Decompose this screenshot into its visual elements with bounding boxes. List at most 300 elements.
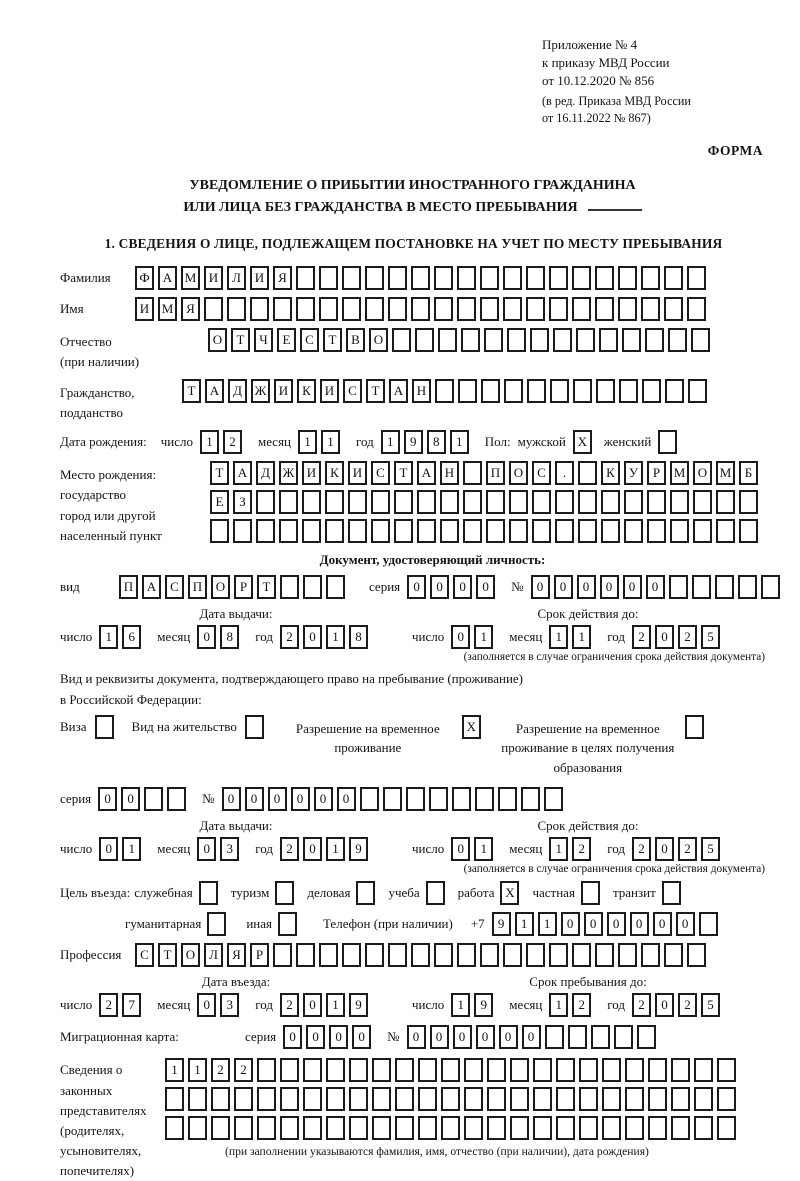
char-cell[interactable]: 2: [99, 993, 118, 1017]
char-cell[interactable]: [210, 519, 229, 543]
char-cell[interactable]: [211, 1087, 230, 1111]
char-cell[interactable]: [395, 1087, 414, 1111]
char-cell[interactable]: [388, 266, 407, 290]
char-cell[interactable]: [624, 490, 643, 514]
char-cell[interactable]: [526, 943, 545, 967]
char-cell[interactable]: 0: [453, 1025, 472, 1049]
char-cell[interactable]: [280, 575, 299, 599]
char-cell[interactable]: 0: [623, 575, 642, 599]
char-cell[interactable]: [349, 1087, 368, 1111]
char-cell[interactable]: [486, 519, 505, 543]
char-cell[interactable]: И: [204, 266, 223, 290]
char-cell[interactable]: [717, 1116, 736, 1140]
char-cell[interactable]: [457, 266, 476, 290]
char-cell[interactable]: 1: [474, 625, 493, 649]
char-cell[interactable]: [296, 266, 315, 290]
char-cell[interactable]: [521, 787, 540, 811]
char-cell[interactable]: [365, 943, 384, 967]
char-cell[interactable]: [641, 297, 660, 321]
char-cell[interactable]: [319, 266, 338, 290]
char-cell[interactable]: [371, 519, 390, 543]
char-cell[interactable]: [533, 1087, 552, 1111]
char-cell[interactable]: 2: [280, 625, 299, 649]
char-cell[interactable]: [434, 943, 453, 967]
char-cell[interactable]: [165, 1116, 184, 1140]
char-cell[interactable]: О: [211, 575, 230, 599]
char-cell[interactable]: [761, 575, 780, 599]
char-cell[interactable]: [549, 943, 568, 967]
char-cell[interactable]: 2: [280, 837, 299, 861]
char-cell[interactable]: [509, 519, 528, 543]
char-cell[interactable]: [671, 1116, 690, 1140]
char-cell[interactable]: 1: [538, 912, 557, 936]
char-cell[interactable]: 0: [655, 625, 674, 649]
char-cell[interactable]: [394, 519, 413, 543]
char-cell[interactable]: [418, 1116, 437, 1140]
char-cell[interactable]: [664, 266, 683, 290]
char-cell[interactable]: [372, 1087, 391, 1111]
char-cell[interactable]: З: [233, 490, 252, 514]
char-cell[interactable]: 0: [655, 993, 674, 1017]
char-cell[interactable]: [671, 1087, 690, 1111]
char-cell[interactable]: [602, 1116, 621, 1140]
char-cell[interactable]: [372, 1058, 391, 1082]
char-cell[interactable]: [573, 379, 592, 403]
char-cell[interactable]: [273, 943, 292, 967]
char-cell[interactable]: Т: [231, 328, 250, 352]
char-cell[interactable]: 0: [99, 837, 118, 861]
char-cell[interactable]: [486, 490, 505, 514]
char-cell[interactable]: [250, 297, 269, 321]
char-cell[interactable]: Ф: [135, 266, 154, 290]
char-cell[interactable]: Д: [256, 461, 275, 485]
char-cell[interactable]: 0: [430, 1025, 449, 1049]
char-cell[interactable]: [692, 575, 711, 599]
tourism-checkbox[interactable]: [275, 881, 294, 905]
char-cell[interactable]: В: [346, 328, 365, 352]
char-cell[interactable]: [365, 297, 384, 321]
char-cell[interactable]: [417, 519, 436, 543]
char-cell[interactable]: Л: [227, 266, 246, 290]
char-cell[interactable]: [625, 1116, 644, 1140]
char-cell[interactable]: 7: [122, 993, 141, 1017]
char-cell[interactable]: [481, 379, 500, 403]
char-cell[interactable]: [438, 328, 457, 352]
char-cell[interactable]: [325, 519, 344, 543]
char-cell[interactable]: [463, 519, 482, 543]
char-cell[interactable]: А: [389, 379, 408, 403]
char-cell[interactable]: [618, 266, 637, 290]
char-cell[interactable]: 6: [122, 625, 141, 649]
char-cell[interactable]: [694, 1058, 713, 1082]
char-cell[interactable]: [457, 943, 476, 967]
char-cell[interactable]: [349, 1116, 368, 1140]
residence-permit-checkbox[interactable]: [245, 715, 264, 739]
char-cell[interactable]: 0: [329, 1025, 348, 1049]
char-cell[interactable]: Р: [234, 575, 253, 599]
char-cell[interactable]: О: [208, 328, 227, 352]
char-cell[interactable]: 1: [326, 837, 345, 861]
char-cell[interactable]: Н: [440, 461, 459, 485]
char-cell[interactable]: 0: [303, 625, 322, 649]
char-cell[interactable]: 0: [430, 575, 449, 599]
char-cell[interactable]: [568, 1025, 587, 1049]
char-cell[interactable]: 2: [632, 837, 651, 861]
char-cell[interactable]: [188, 1087, 207, 1111]
char-cell[interactable]: [716, 490, 735, 514]
char-cell[interactable]: П: [486, 461, 505, 485]
char-cell[interactable]: [503, 266, 522, 290]
char-cell[interactable]: [739, 519, 758, 543]
char-cell[interactable]: 0: [561, 912, 580, 936]
char-cell[interactable]: [480, 943, 499, 967]
char-cell[interactable]: К: [325, 461, 344, 485]
char-cell[interactable]: [372, 1116, 391, 1140]
char-cell[interactable]: [688, 379, 707, 403]
char-cell[interactable]: [257, 1058, 276, 1082]
char-cell[interactable]: [670, 519, 689, 543]
char-cell[interactable]: 1: [165, 1058, 184, 1082]
char-cell[interactable]: 0: [531, 575, 550, 599]
char-cell[interactable]: [227, 297, 246, 321]
char-cell[interactable]: 9: [492, 912, 511, 936]
char-cell[interactable]: [664, 297, 683, 321]
char-cell[interactable]: 8: [220, 625, 239, 649]
char-cell[interactable]: 0: [98, 787, 117, 811]
char-cell[interactable]: П: [188, 575, 207, 599]
char-cell[interactable]: 0: [655, 837, 674, 861]
char-cell[interactable]: [694, 1087, 713, 1111]
char-cell[interactable]: [319, 297, 338, 321]
char-cell[interactable]: [602, 1087, 621, 1111]
char-cell[interactable]: [599, 328, 618, 352]
char-cell[interactable]: [461, 328, 480, 352]
char-cell[interactable]: [464, 1058, 483, 1082]
char-cell[interactable]: [487, 1058, 506, 1082]
char-cell[interactable]: [441, 1116, 460, 1140]
char-cell[interactable]: [417, 490, 436, 514]
char-cell[interactable]: [670, 490, 689, 514]
char-cell[interactable]: 1: [326, 993, 345, 1017]
char-cell[interactable]: 0: [676, 912, 695, 936]
char-cell[interactable]: 1: [549, 625, 568, 649]
char-cell[interactable]: Ж: [251, 379, 270, 403]
char-cell[interactable]: К: [601, 461, 620, 485]
char-cell[interactable]: [601, 490, 620, 514]
char-cell[interactable]: [325, 490, 344, 514]
char-cell[interactable]: [204, 297, 223, 321]
char-cell[interactable]: 0: [522, 1025, 541, 1049]
char-cell[interactable]: [625, 1058, 644, 1082]
char-cell[interactable]: 0: [630, 912, 649, 936]
char-cell[interactable]: [233, 519, 252, 543]
char-cell[interactable]: С: [300, 328, 319, 352]
char-cell[interactable]: [440, 490, 459, 514]
char-cell[interactable]: [576, 328, 595, 352]
char-cell[interactable]: [699, 912, 718, 936]
char-cell[interactable]: [579, 1116, 598, 1140]
char-cell[interactable]: Е: [277, 328, 296, 352]
char-cell[interactable]: [625, 1087, 644, 1111]
char-cell[interactable]: [578, 461, 597, 485]
char-cell[interactable]: [319, 943, 338, 967]
char-cell[interactable]: [648, 1116, 667, 1140]
char-cell[interactable]: [624, 519, 643, 543]
char-cell[interactable]: [457, 297, 476, 321]
char-cell[interactable]: 0: [303, 993, 322, 1017]
char-cell[interactable]: [326, 1087, 345, 1111]
official-checkbox[interactable]: [199, 881, 218, 905]
char-cell[interactable]: 8: [427, 430, 446, 454]
char-cell[interactable]: 2: [678, 625, 697, 649]
char-cell[interactable]: [510, 1087, 529, 1111]
char-cell[interactable]: 3: [220, 993, 239, 1017]
char-cell[interactable]: 0: [197, 993, 216, 1017]
char-cell[interactable]: [533, 1116, 552, 1140]
char-cell[interactable]: [411, 943, 430, 967]
char-cell[interactable]: [549, 297, 568, 321]
char-cell[interactable]: Н: [412, 379, 431, 403]
char-cell[interactable]: [429, 787, 448, 811]
char-cell[interactable]: И: [274, 379, 293, 403]
char-cell[interactable]: 0: [283, 1025, 302, 1049]
char-cell[interactable]: Я: [227, 943, 246, 967]
char-cell[interactable]: 0: [352, 1025, 371, 1049]
char-cell[interactable]: [503, 297, 522, 321]
char-cell[interactable]: 0: [653, 912, 672, 936]
char-cell[interactable]: [553, 328, 572, 352]
char-cell[interactable]: И: [135, 297, 154, 321]
char-cell[interactable]: О: [369, 328, 388, 352]
char-cell[interactable]: 1: [451, 993, 470, 1017]
char-cell[interactable]: 0: [646, 575, 665, 599]
char-cell[interactable]: С: [165, 575, 184, 599]
char-cell[interactable]: 2: [223, 430, 242, 454]
char-cell[interactable]: 1: [549, 993, 568, 1017]
char-cell[interactable]: 8: [349, 625, 368, 649]
char-cell[interactable]: Т: [366, 379, 385, 403]
char-cell[interactable]: Т: [158, 943, 177, 967]
char-cell[interactable]: 2: [678, 837, 697, 861]
char-cell[interactable]: [498, 787, 517, 811]
char-cell[interactable]: [717, 1058, 736, 1082]
char-cell[interactable]: [645, 328, 664, 352]
char-cell[interactable]: [648, 1087, 667, 1111]
char-cell[interactable]: [411, 297, 430, 321]
char-cell[interactable]: [326, 1058, 345, 1082]
char-cell[interactable]: [440, 519, 459, 543]
char-cell[interactable]: [480, 266, 499, 290]
work-checkbox[interactable]: X: [500, 881, 519, 905]
study-checkbox[interactable]: [426, 881, 445, 905]
char-cell[interactable]: 1: [572, 625, 591, 649]
male-checkbox[interactable]: X: [573, 430, 592, 454]
char-cell[interactable]: [739, 490, 758, 514]
char-cell[interactable]: [326, 1116, 345, 1140]
char-cell[interactable]: [532, 490, 551, 514]
char-cell[interactable]: М: [670, 461, 689, 485]
char-cell[interactable]: И: [320, 379, 339, 403]
char-cell[interactable]: [452, 787, 471, 811]
char-cell[interactable]: [475, 787, 494, 811]
char-cell[interactable]: [602, 1058, 621, 1082]
char-cell[interactable]: [348, 519, 367, 543]
char-cell[interactable]: [234, 1116, 253, 1140]
char-cell[interactable]: [664, 943, 683, 967]
char-cell[interactable]: 1: [188, 1058, 207, 1082]
char-cell[interactable]: Т: [257, 575, 276, 599]
char-cell[interactable]: [619, 379, 638, 403]
char-cell[interactable]: [668, 328, 687, 352]
char-cell[interactable]: 0: [554, 575, 573, 599]
char-cell[interactable]: [296, 297, 315, 321]
char-cell[interactable]: [342, 266, 361, 290]
char-cell[interactable]: [532, 519, 551, 543]
char-cell[interactable]: [464, 1116, 483, 1140]
char-cell[interactable]: [647, 490, 666, 514]
char-cell[interactable]: [715, 575, 734, 599]
char-cell[interactable]: [280, 1116, 299, 1140]
char-cell[interactable]: [165, 1087, 184, 1111]
char-cell[interactable]: 0: [222, 787, 241, 811]
visa-checkbox[interactable]: [95, 715, 114, 739]
char-cell[interactable]: А: [142, 575, 161, 599]
char-cell[interactable]: [595, 943, 614, 967]
char-cell[interactable]: 0: [407, 1025, 426, 1049]
char-cell[interactable]: 9: [404, 430, 423, 454]
char-cell[interactable]: [487, 1116, 506, 1140]
char-cell[interactable]: [544, 787, 563, 811]
char-cell[interactable]: 1: [321, 430, 340, 454]
char-cell[interactable]: [464, 1087, 483, 1111]
char-cell[interactable]: И: [250, 266, 269, 290]
char-cell[interactable]: 2: [280, 993, 299, 1017]
char-cell[interactable]: [527, 379, 546, 403]
char-cell[interactable]: С: [532, 461, 551, 485]
char-cell[interactable]: .: [555, 461, 574, 485]
char-cell[interactable]: М: [716, 461, 735, 485]
char-cell[interactable]: Т: [394, 461, 413, 485]
char-cell[interactable]: [572, 266, 591, 290]
char-cell[interactable]: [388, 297, 407, 321]
char-cell[interactable]: [279, 519, 298, 543]
char-cell[interactable]: [595, 297, 614, 321]
char-cell[interactable]: Я: [273, 266, 292, 290]
char-cell[interactable]: [526, 297, 545, 321]
char-cell[interactable]: [303, 1087, 322, 1111]
other-checkbox[interactable]: [278, 912, 297, 936]
char-cell[interactable]: [530, 328, 549, 352]
char-cell[interactable]: [360, 787, 379, 811]
char-cell[interactable]: [533, 1058, 552, 1082]
char-cell[interactable]: Б: [739, 461, 758, 485]
char-cell[interactable]: [365, 266, 384, 290]
char-cell[interactable]: [556, 1087, 575, 1111]
char-cell[interactable]: [303, 575, 322, 599]
char-cell[interactable]: [549, 266, 568, 290]
char-cell[interactable]: 0: [197, 837, 216, 861]
char-cell[interactable]: О: [509, 461, 528, 485]
char-cell[interactable]: [526, 266, 545, 290]
char-cell[interactable]: [510, 1058, 529, 1082]
char-cell[interactable]: 0: [407, 575, 426, 599]
char-cell[interactable]: 5: [701, 993, 720, 1017]
char-cell[interactable]: 0: [577, 575, 596, 599]
char-cell[interactable]: [550, 379, 569, 403]
char-cell[interactable]: [441, 1058, 460, 1082]
char-cell[interactable]: 1: [515, 912, 534, 936]
char-cell[interactable]: [693, 519, 712, 543]
char-cell[interactable]: [463, 461, 482, 485]
char-cell[interactable]: 5: [701, 625, 720, 649]
char-cell[interactable]: 0: [584, 912, 603, 936]
char-cell[interactable]: [687, 266, 706, 290]
char-cell[interactable]: 0: [451, 837, 470, 861]
char-cell[interactable]: [641, 943, 660, 967]
char-cell[interactable]: [693, 490, 712, 514]
char-cell[interactable]: [572, 297, 591, 321]
char-cell[interactable]: [234, 1087, 253, 1111]
char-cell[interactable]: 2: [632, 625, 651, 649]
char-cell[interactable]: М: [181, 266, 200, 290]
char-cell[interactable]: 2: [678, 993, 697, 1017]
char-cell[interactable]: 1: [99, 625, 118, 649]
char-cell[interactable]: [342, 297, 361, 321]
char-cell[interactable]: [388, 943, 407, 967]
char-cell[interactable]: 3: [220, 837, 239, 861]
char-cell[interactable]: 0: [306, 1025, 325, 1049]
char-cell[interactable]: [614, 1025, 633, 1049]
char-cell[interactable]: Ч: [254, 328, 273, 352]
temp-residence-edu-checkbox[interactable]: [685, 715, 704, 739]
transit-checkbox[interactable]: [662, 881, 681, 905]
char-cell[interactable]: [622, 328, 641, 352]
char-cell[interactable]: 1: [381, 430, 400, 454]
char-cell[interactable]: 2: [211, 1058, 230, 1082]
char-cell[interactable]: С: [135, 943, 154, 967]
char-cell[interactable]: 0: [453, 575, 472, 599]
char-cell[interactable]: [556, 1116, 575, 1140]
char-cell[interactable]: Е: [210, 490, 229, 514]
char-cell[interactable]: Р: [647, 461, 666, 485]
char-cell[interactable]: [487, 1087, 506, 1111]
char-cell[interactable]: К: [297, 379, 316, 403]
char-cell[interactable]: И: [302, 461, 321, 485]
char-cell[interactable]: Д: [228, 379, 247, 403]
char-cell[interactable]: Р: [250, 943, 269, 967]
char-cell[interactable]: [484, 328, 503, 352]
char-cell[interactable]: 0: [303, 837, 322, 861]
char-cell[interactable]: А: [158, 266, 177, 290]
char-cell[interactable]: П: [119, 575, 138, 599]
char-cell[interactable]: [578, 519, 597, 543]
char-cell[interactable]: 0: [607, 912, 626, 936]
char-cell[interactable]: [349, 1058, 368, 1082]
char-cell[interactable]: [669, 575, 688, 599]
char-cell[interactable]: 9: [474, 993, 493, 1017]
char-cell[interactable]: [395, 1116, 414, 1140]
char-cell[interactable]: А: [233, 461, 252, 485]
char-cell[interactable]: [618, 943, 637, 967]
char-cell[interactable]: [302, 519, 321, 543]
char-cell[interactable]: [637, 1025, 656, 1049]
char-cell[interactable]: [303, 1058, 322, 1082]
char-cell[interactable]: [144, 787, 163, 811]
char-cell[interactable]: [280, 1087, 299, 1111]
char-cell[interactable]: 0: [268, 787, 287, 811]
char-cell[interactable]: [665, 379, 684, 403]
char-cell[interactable]: [738, 575, 757, 599]
